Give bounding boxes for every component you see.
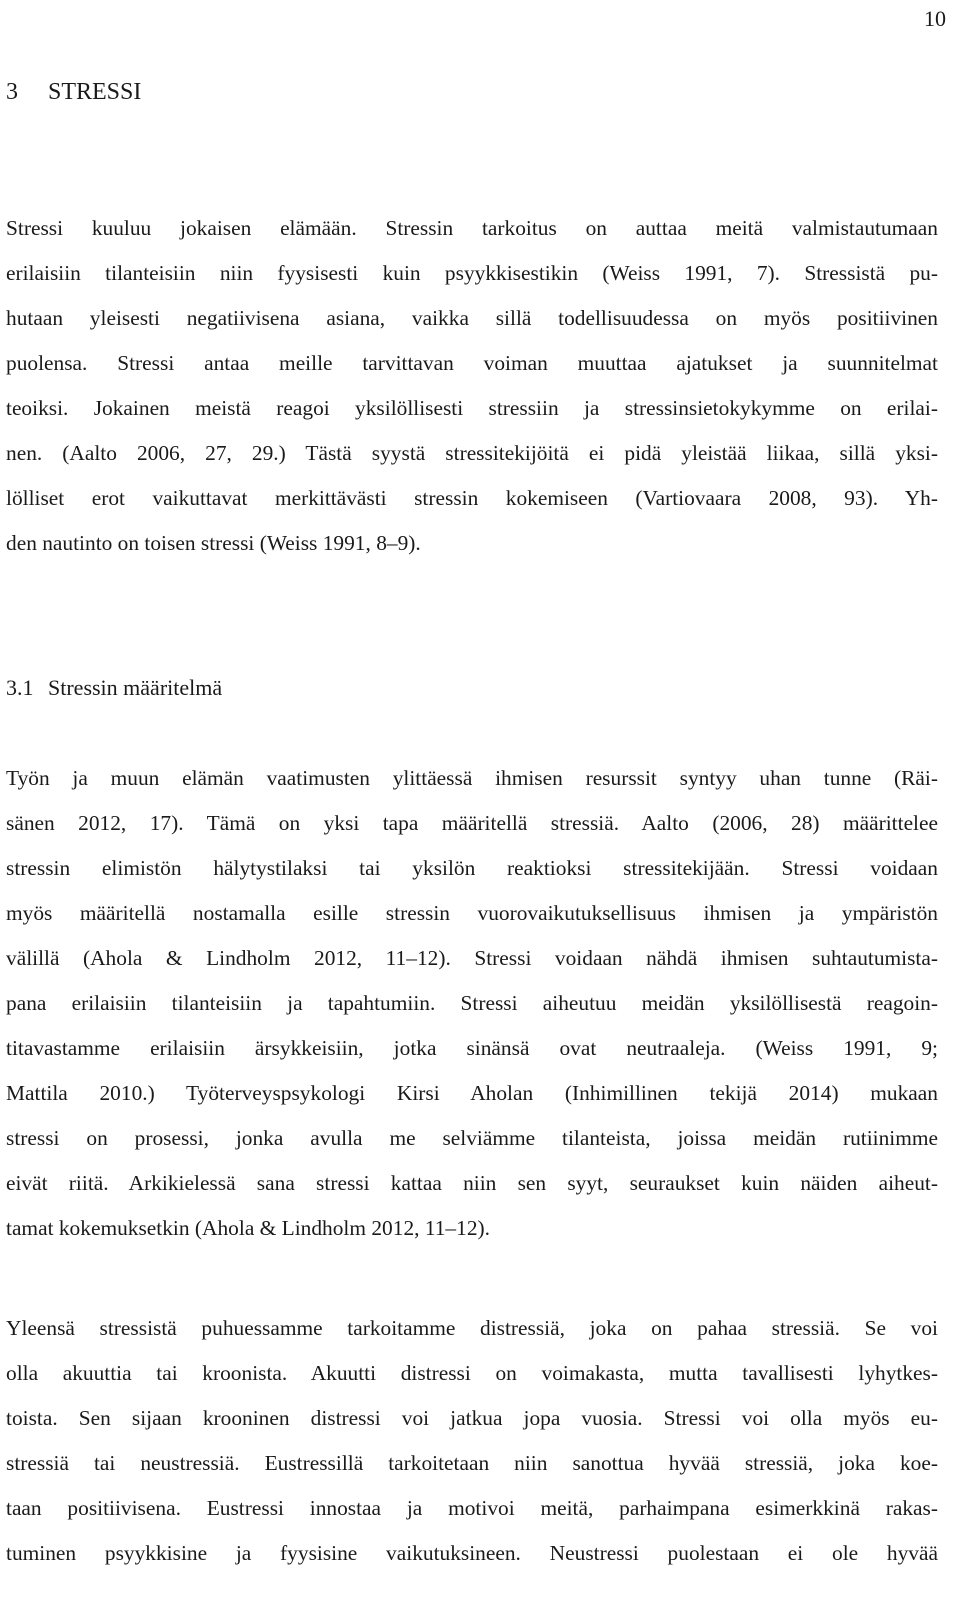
text-line: lölliset erot vaikuttavat merkittävästi stressin kokemiseen (Vartiovaara 2008, 93). Yh-: [6, 486, 938, 510]
chapter-number: 3: [6, 79, 18, 105]
text-line: Yleensä stressistä puhuessamme tarkoitamme distressiä, joka on pahaa stressiä. Se voi: [6, 1316, 938, 1340]
section-number: 3.1: [6, 675, 34, 700]
text-line: myös määritellä nostamalla esille stressin vuorovaikutuksellisuus ihmisen ja ympäristön: [6, 901, 938, 925]
text-line: puolensa. Stressi antaa meille tarvittavan voiman muuttaa ajatukset ja suunnitelmat: [6, 351, 938, 375]
text-line: stressiä tai neustressiä. Eustressillä tarkoitetaan niin sanottua hyvää stressiä, joka koe-: [6, 1451, 938, 1475]
paragraph-intro: [6, 206, 938, 566]
text-line: Mattila 2010.) Työterveyspsykologi Kirsi Aholan (Inhimillinen tekijä 2014) mukaan: [6, 1081, 938, 1105]
paragraph-distress: [6, 1306, 938, 1576]
text-line: teoiksi. Jokainen meistä reagoi yksilöllisesti stressiin ja stressinsietokykymme on erilai-: [6, 396, 938, 420]
text-line: taan positiivisena. Eustressi innostaa ja motivoi meitä, parhaimpana esimerkkinä rakas-: [6, 1496, 938, 1520]
text-line: olla akuuttia tai kroonista. Akuutti distressi on voimakasta, mutta tavallisesti lyhytkes-: [6, 1361, 938, 1385]
text-line: toista. Sen sijaan krooninen distressi voi jatkua jopa vuosia. Stressi voi olla myös eu-: [6, 1406, 938, 1430]
text-line: tuminen psyykkisine ja fyysisine vaikutuksineen. Neustressi puolestaan ei ole hyvää: [6, 1541, 938, 1565]
text-line: titavastamme erilaisiin ärsykkeisiin, jotka sinänsä ovat neutraaleja. (Weiss 1991, 9;: [6, 1036, 938, 1060]
text-line: stressin elimistön hälytystilaksi tai yksilön reaktioksi stressitekijään. Stressi voidaan: [6, 856, 938, 880]
chapter-title: STRESSI: [48, 79, 142, 105]
text-line: eivät riitä. Arkikielessä sana stressi kattaa niin sen syyt, seuraukset kuin näiden aiheut-: [6, 1171, 938, 1195]
chapter-heading: [6, 78, 141, 106]
text-line: hutaan yleisesti negatiivisena asiana, vaikka sillä todellisuudessa on myös positiivinen: [6, 306, 938, 330]
text-line: tamat kokemuksetkin (Ahola & Lindholm 2012, 11–12).: [6, 1216, 490, 1240]
text-line: erilaisiin tilanteisiin niin fyysisesti kuin psyykkisestikin (Weiss 1991, 7). Stressistä pu-: [6, 261, 938, 285]
text-line: Työn ja muun elämän vaatimusten ylittäessä ihmisen resurssit syntyy uhan tunne (Räi-: [6, 766, 938, 790]
paragraph-definition: [6, 756, 938, 1251]
text-line: sänen 2012, 17). Tämä on yksi tapa määritellä stressiä. Aalto (2006, 28) määrittelee: [6, 811, 938, 835]
text-line: den nautinto on toisen stressi (Weiss 1991, 8–9).: [6, 531, 421, 555]
text-line: nen. (Aalto 2006, 27, 29.) Tästä syystä stressitekijöitä ei pidä yleistää liikaa, sillä yksi-: [6, 441, 938, 465]
text-line: pana erilaisiin tilanteisiin ja tapahtumiin. Stressi aiheutuu meidän yksilöllisestä reagoin-: [6, 991, 938, 1015]
page-number: 10: [924, 6, 946, 31]
text-line: stressi on prosessi, jonka avulla me selviämme tilanteista, joissa meidän rutiinimme: [6, 1126, 938, 1150]
text-line: Stressi kuuluu jokaisen elämään. Stressin tarkoitus on auttaa meitä valmistautumaan: [6, 216, 938, 240]
text-line: välillä (Ahola & Lindholm 2012, 11–12). Stressi voidaan nähdä ihmisen suhtautumista-: [6, 946, 938, 970]
section-heading: [6, 674, 222, 702]
section-title: Stressin määritelmä: [48, 675, 223, 700]
